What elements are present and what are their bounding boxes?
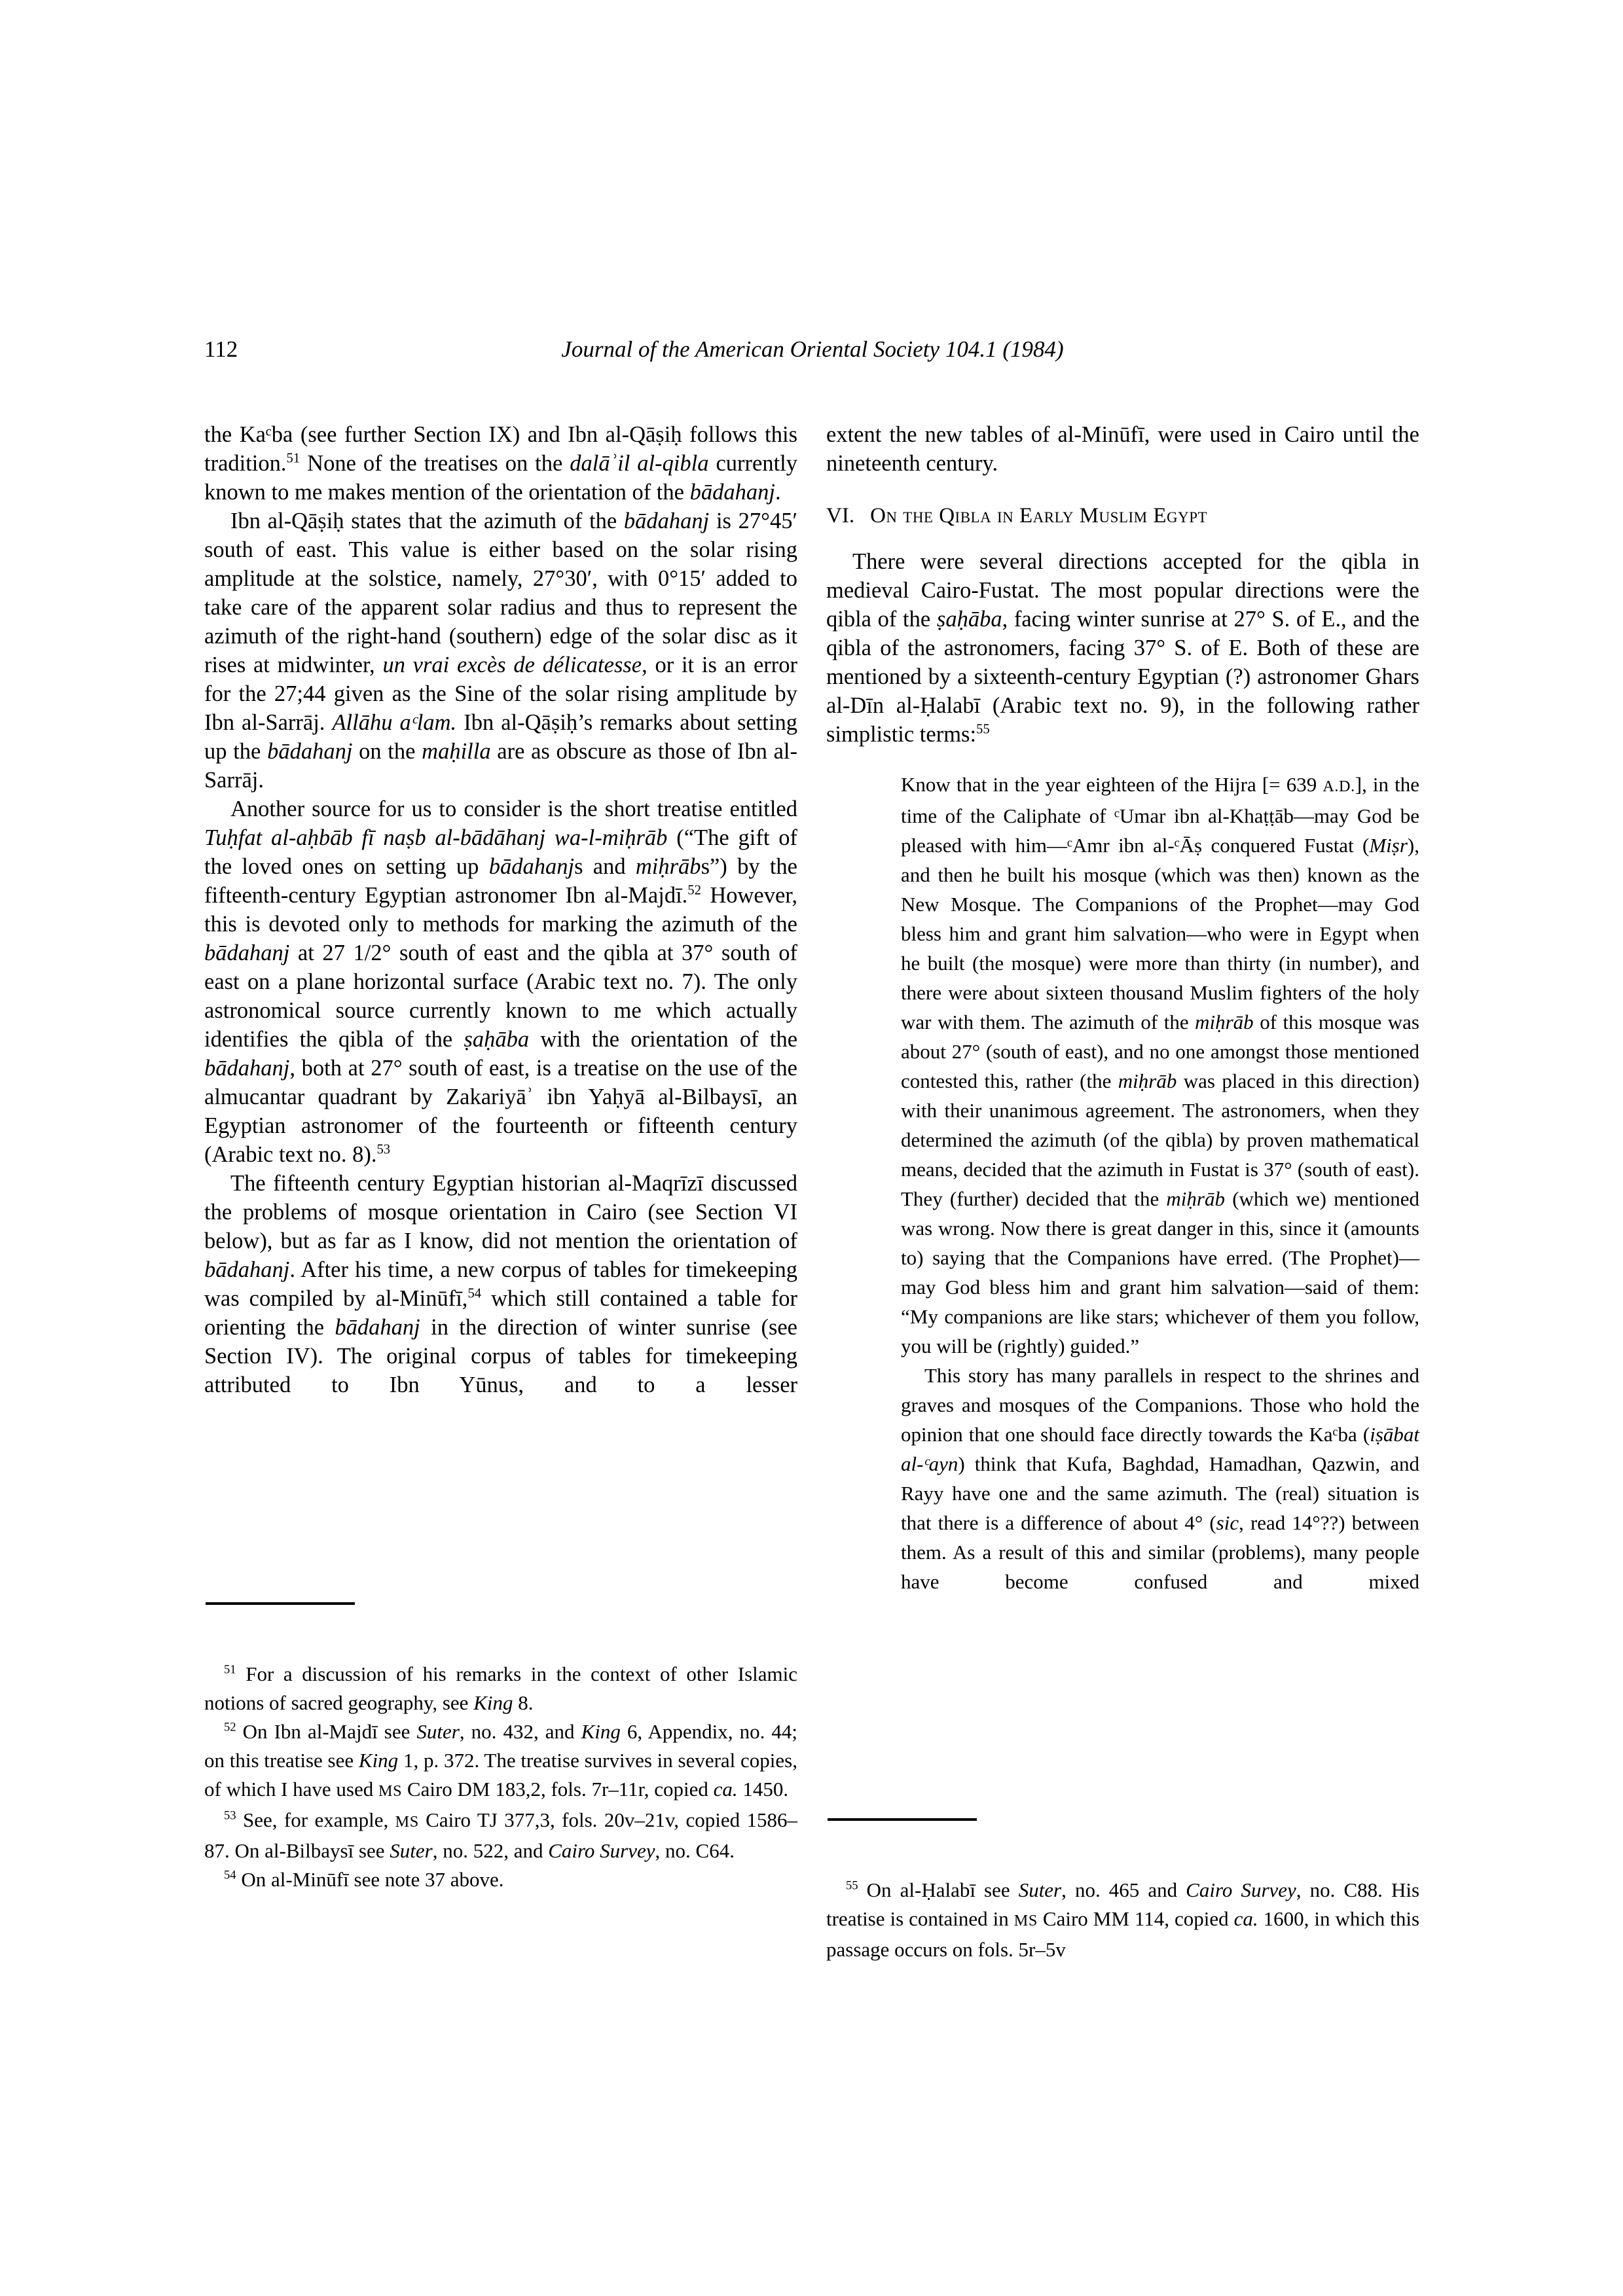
left-footnotes (204, 1602, 797, 1894)
page-number: 112 (204, 336, 238, 362)
paragraph: There were several directions accepted for the qibla in medieval Cairo-Fustat. The most popular directions were the qibla of the ṣaḥāba, facing winter sunrise at 27° S. of E., and the qibla of the astronomers, facing 37° S. of E. Both of these are mentioned by a sixteenth-century Egyptian (?) astronomer Ghars al-Dīn al-Ḥalabī (Arabic text no. 9), in the following rather simplistic terms:$^{55}$ (826, 549, 1420, 747)
left-column (204, 420, 797, 1399)
section-heading (826, 503, 1419, 529)
quote-paragraph: Know that in the year eighteen of the Hijra [= 639 A.D.], in the time of the Caliphate of ᶜUmar ibn al-Khaṭṭāb—may God be pleased with him—ᶜAmr ibn al-ᶜĀṣ conquered Fustat (Miṣr), and then he built his mosque (which was then) known as the New Mosque. The Companions of the Prophet—may God bless him and grant him salvation—who were in Egypt when he built (the mosque) were more than thirty (in number), and there were about sixteen thousand Muslim fighters of the holy war with them. The azimuth of the miḥrāb of this mosque was about 27° (south of east), and no one amongst those mentioned contested this, rather (the miḥrāb was placed in this direction) with their unanimous agreement. The astronomers, when they determined the azimuth (of the qibla) by proven mathematical means, decided that the azimuth in Fustat is 37° (south of east). They (further) decided that the miḥrāb (which we) mentioned was wrong. Now there is great danger in this, since it (amounts to) saying that the Companions have erred. (The Prophet)—may God bless him and grant him salvation—said of them: “My companions are like stars; whichever of them you follow, you will be (rightly) guided.” (901, 773, 1419, 1357)
paragraph: Ibn al-Qāṣiḥ states that the azimuth of the bādahanj is 27°45′ south of east. This value is either based on the solar rising amplitude at the solstice, namely, 27°30′, with 0°15′ added to take care of the apparent solar radius and thus to represent the azimuth of the right-hand (southern) edge of the solar disc as it rises at midwinter, un vrai excès de délicatesse, or it is an error for the 27;44 given as the Sine of the solar rising amplitude by Ibn al-Sarrāj. Allāhu aᶜlam. Ibn al-Qāṣiḥ’s remarks about setting up the bādahanj on the maḥilla are as obscure as those of Ibn al-Sarrāj. (204, 509, 797, 793)
paragraph: The fifteenth century Egyptian historian al-Maqrīzī discussed the problems of mosque orientation in Cairo (see Section VI below), but as far as I know, did not mention the orientation of bādahanj. After his time, a new corpus of tables for timekeeping was compiled by al-Minūfī,$^{54}$ which still contained a table for orienting the bādahanj in the direction of winter sunrise (see Section IV). The original corpus of tables for timekeeping attributed to Ibn Yūnus, and to a lesser (204, 1171, 797, 1397)
section-number: VI. (826, 504, 855, 528)
right-column (826, 420, 1419, 1596)
footnote-51: $^{51}$ For a discussion of his remarks in the context of other Islamic notions of sacred geography, see King 8. (204, 1662, 797, 1714)
paragraph: extent the new tables of al-Minūfī, were used in Cairo until the nineteenth century. (826, 422, 1419, 476)
footnote-55: $^{55}$ On al-Ḥalabī see Suter, no. 465 and Cairo Survey, no. C88. His treatise is contained in MS Cairo MM 114, copied ca. 1600, in which this passage occurs on fols. 5r–5v (826, 1878, 1420, 1961)
footnote-54: $^{54}$ On al-Minūfī see note 37 above. (224, 1868, 504, 1891)
running-head (204, 335, 1421, 368)
footnote-rule (206, 1602, 355, 1605)
running-title: Journal of the American Oriental Society 104.1 (1984) (561, 336, 1064, 362)
footnote-53: $^{53}$ See, for example, MS Cairo TJ 377,3, fols. 20v–21v, copied 1586–87. On al-Bilbaysī see Suter, no. 522, and Cairo Survey, no. C64. (204, 1808, 797, 1862)
paragraph: Another source for us to consider is the short treatise entitled Tuḥfat al-aḥbāb fī naṣb al-bādāhanj wa-l-miḥrāb (“The gift of the loved ones on setting up bādahanjs and miḥrābs”) by the fifteenth-century Egyptian astronomer Ibn al-Majdī.$^{52}$ However, this is devoted only to methods for marking the azimuth of the bādahanj at 27 1/2° south of east and the qibla at 37° south of east on a plane horizontal surface (Arabic text no. 7). The only astronomical source currently known to me which actually identifies the qibla of the ṣaḥāba with the orientation of the bādahanj, both at 27° south of east, is a treatise on the use of the almucantar quadrant by Zakariyāʾ ibn Yaḥyā al-Bilbaysī, an Egyptian astronomer of the fourteenth or fifteenth century (Arabic text no. 8).$^{53}$ (204, 797, 798, 1167)
right-footnotes (826, 1818, 1419, 1964)
section-title: On the Qibla in Early Muslim Egypt (870, 504, 1208, 528)
footnote-52: $^{52}$ On Ibn al-Majdī see Suter, no. 432, and King 6, Appendix, no. 44; on this treatise see King 1, p. 372. The treatise survives in several copies, of which I have used MS Cairo DM 183,2, fols. 7r–11r, copied ca. 1450. (204, 1720, 797, 1801)
footnote-rule (828, 1818, 977, 1821)
block-quote (901, 770, 1419, 1596)
quote-paragraph: This story has many parallels in respect to the shrines and graves and mosques of the Companions. Those who hold the opinion that one should face directly towards the Kaᶜba (iṣābat al-ᶜayn) think that Kufa, Baghdad, Hamadhan, Qazwin, and Rayy have one and the same azimuth. The (real) situation is that there is a difference of about 4° (sic, read 14°??) between them. As a result of this and similar (problems), many people have become confused and mixed (901, 1364, 1420, 1593)
paragraph: the Kaᶜba (see further Section IX) and Ibn al-Qāṣiḥ follows this tradition.$^{51}$ None of the treatises on the dalāʾil al-qibla currently known to me makes mention of the orientation of the bādahanj. (204, 422, 798, 505)
